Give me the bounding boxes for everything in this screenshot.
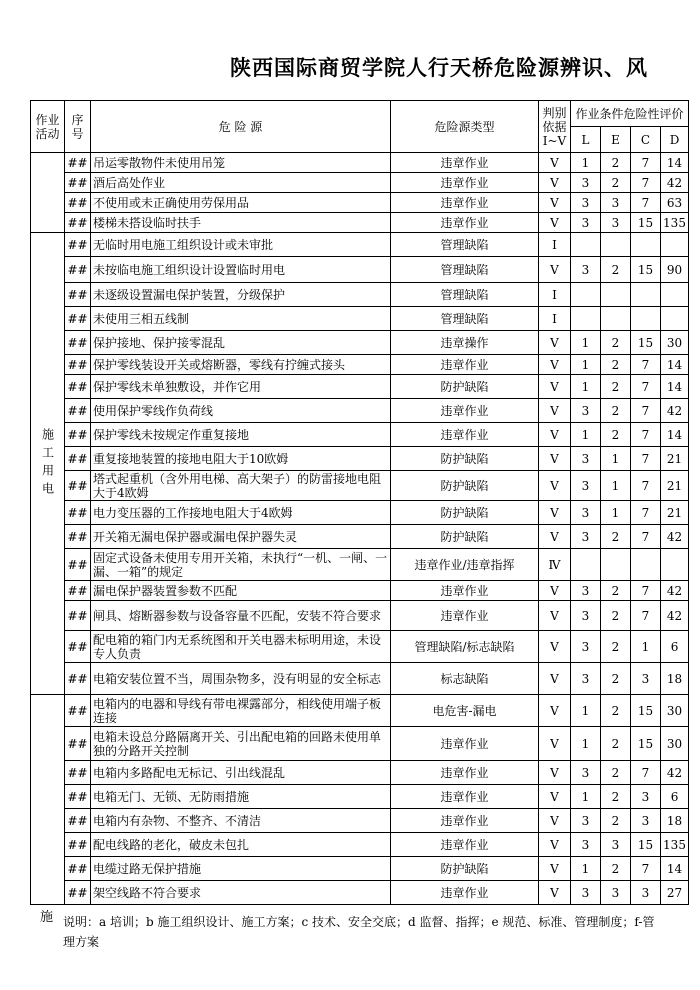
cell-C: 15 [631, 727, 661, 761]
cell-hazard: 未使用三相五线制 [91, 307, 391, 331]
cell-E: 1 [601, 471, 631, 501]
cell-D: 18 [661, 809, 689, 833]
table-row [31, 695, 689, 727]
table-row [31, 213, 689, 233]
cell-D: 14 [661, 153, 689, 173]
cell-hazard: 电箱无门、无锁、无防雨措施 [91, 785, 391, 809]
cell-E: 2 [601, 399, 631, 423]
cell-seq: ## [65, 355, 91, 375]
cell-type: 违章作业 [391, 423, 539, 447]
cell-basis: V [539, 695, 571, 727]
cell-hazard: 电箱未设总分路隔离开关、引出配电箱的回路未使用单独的分路开关控制 [91, 727, 391, 761]
cell-L [571, 283, 601, 307]
cell-C: 7 [631, 173, 661, 193]
cell-hazard: 电箱内的电器和导线有带电裸露部分，相线使用端子板连接 [91, 695, 391, 727]
cell-L: 1 [571, 331, 601, 355]
cell-E: 1 [601, 447, 631, 471]
cell-L: 3 [571, 173, 601, 193]
cell-E: 3 [601, 881, 631, 905]
cell-seq: ## [65, 307, 91, 331]
cell-C: 15 [631, 833, 661, 857]
cell-basis: V [539, 213, 571, 233]
cell-type: 防护缺陷 [391, 857, 539, 881]
cell-D: 42 [661, 525, 689, 549]
cell-type: 标志缺陷 [391, 663, 539, 695]
cell-basis: V [539, 173, 571, 193]
cell-C: 7 [631, 375, 661, 399]
cell-E: 2 [601, 695, 631, 727]
cell-type: 管理缺陷 [391, 257, 539, 283]
cell-hazard: 配电线路的老化，破皮未包扎 [91, 833, 391, 857]
cell-seq: ## [65, 153, 91, 173]
cell-C: 3 [631, 809, 661, 833]
table-row [31, 501, 689, 525]
cell-seq: ## [65, 601, 91, 631]
cell-L: 3 [571, 601, 601, 631]
cell-C: 7 [631, 601, 661, 631]
table-row [31, 525, 689, 549]
cell-hazard: 固定式设备未使用专用开关箱，未执行“一机、一闸、一漏、一箱”的规定 [91, 549, 391, 581]
cell-seq: ## [65, 375, 91, 399]
cell-D: 27 [661, 881, 689, 905]
table-row [31, 761, 689, 785]
table-row [31, 785, 689, 809]
cell-E: 2 [601, 375, 631, 399]
header-C: C [631, 127, 661, 153]
cell-E: 3 [601, 193, 631, 213]
cell-E: 2 [601, 727, 631, 761]
cell-seq: ## [65, 881, 91, 905]
cell-seq: ## [65, 663, 91, 695]
cell-E [601, 233, 631, 257]
cell-type: 管理缺陷 [391, 233, 539, 257]
table-row [31, 423, 689, 447]
activity-label-bottom: 施 [40, 910, 54, 925]
cell-hazard: 重复接地装置的接地电阻大于10欧姆 [91, 447, 391, 471]
cell-C: 3 [631, 881, 661, 905]
table-row [31, 447, 689, 471]
cell-hazard: 电力变压器的工作接地电阻大于4欧姆 [91, 501, 391, 525]
cell-C: 15 [631, 695, 661, 727]
cell-basis: V [539, 423, 571, 447]
cell-type: 违章作业 [391, 809, 539, 833]
cell-type: 违章作业 [391, 601, 539, 631]
header-basis: 判别依据I~V [539, 101, 571, 153]
cell-L: 3 [571, 663, 601, 695]
table-row [31, 283, 689, 307]
cell-D: 14 [661, 355, 689, 375]
cell-type: 违章作业 [391, 581, 539, 601]
cell-L: 1 [571, 423, 601, 447]
cell-E: 2 [601, 525, 631, 549]
activity-cell: 施工用电 [31, 233, 65, 695]
cell-D: 42 [661, 399, 689, 423]
cell-basis: Ⅰ [539, 307, 571, 331]
cell-D: 21 [661, 501, 689, 525]
cell-C: 7 [631, 193, 661, 213]
cell-hazard: 漏电保护器装置参数不匹配 [91, 581, 391, 601]
cell-basis: V [539, 631, 571, 663]
cell-C: 7 [631, 399, 661, 423]
cell-seq: ## [65, 833, 91, 857]
table-row [31, 549, 689, 581]
footnote: 说明：a 培训；b 施工组织设计、施工方案；c 技术、安全交底；d 监督、指挥；e 规范、标准、管理制度；f-管理方案 [63, 912, 663, 952]
header-activity: 作业活动 [31, 101, 65, 153]
cell-seq: ## [65, 501, 91, 525]
table-row [31, 307, 689, 331]
cell-type: 违章作业 [391, 881, 539, 905]
activity-cell [31, 695, 65, 905]
cell-E: 2 [601, 423, 631, 447]
cell-C: 3 [631, 663, 661, 695]
cell-seq: ## [65, 581, 91, 601]
cell-basis: V [539, 785, 571, 809]
table-row [31, 399, 689, 423]
cell-L: 3 [571, 881, 601, 905]
cell-D: 30 [661, 727, 689, 761]
cell-D: 14 [661, 375, 689, 399]
cell-seq: ## [65, 233, 91, 257]
table-row [31, 881, 689, 905]
table-row [31, 355, 689, 375]
cell-C: 7 [631, 423, 661, 447]
cell-E: 1 [601, 501, 631, 525]
cell-hazard: 楼梯未搭设临时扶手 [91, 213, 391, 233]
cell-basis: V [539, 193, 571, 213]
cell-D: 135 [661, 833, 689, 857]
cell-hazard: 吊运零散物件未使用吊笼 [91, 153, 391, 173]
cell-seq: ## [65, 193, 91, 213]
cell-basis: V [539, 525, 571, 549]
table-row [31, 663, 689, 695]
cell-seq: ## [65, 727, 91, 761]
cell-seq: ## [65, 809, 91, 833]
table-row [31, 257, 689, 283]
cell-C [631, 307, 661, 331]
cell-type: 违章作业 [391, 833, 539, 857]
cell-L [571, 307, 601, 331]
cell-L: 1 [571, 153, 601, 173]
table-row [31, 193, 689, 213]
table-row [31, 233, 689, 257]
cell-C: 7 [631, 581, 661, 601]
cell-C: 7 [631, 525, 661, 549]
cell-L: 3 [571, 631, 601, 663]
table-row [31, 857, 689, 881]
cell-seq: ## [65, 525, 91, 549]
cell-L: 3 [571, 257, 601, 283]
cell-E: 2 [601, 631, 631, 663]
cell-type: 管理缺陷 [391, 283, 539, 307]
cell-seq: ## [65, 173, 91, 193]
cell-basis: V [539, 581, 571, 601]
cell-hazard: 保护零线装设开关或熔断器，零线有拧缠式接头 [91, 355, 391, 375]
cell-D: 90 [661, 257, 689, 283]
hazard-table [30, 100, 689, 905]
table-row [31, 173, 689, 193]
cell-L: 3 [571, 761, 601, 785]
cell-type: 违章作业 [391, 727, 539, 761]
cell-C: 15 [631, 213, 661, 233]
cell-E: 3 [601, 213, 631, 233]
cell-basis: Ⅳ [539, 549, 571, 581]
cell-basis: V [539, 809, 571, 833]
cell-basis: Ⅰ [539, 283, 571, 307]
cell-type: 违章作业 [391, 173, 539, 193]
cell-basis: V [539, 833, 571, 857]
header-hazard: 危 险 源 [91, 101, 391, 153]
cell-L: 3 [571, 213, 601, 233]
cell-seq: ## [65, 257, 91, 283]
table-row [31, 833, 689, 857]
cell-C: 7 [631, 355, 661, 375]
cell-type: 防护缺陷 [391, 447, 539, 471]
cell-seq: ## [65, 283, 91, 307]
cell-hazard: 电箱内多路配电无标记、引出线混乱 [91, 761, 391, 785]
cell-D: 42 [661, 581, 689, 601]
table-row [31, 471, 689, 501]
cell-basis: V [539, 153, 571, 173]
table-row [31, 331, 689, 355]
header-E: E [601, 127, 631, 153]
cell-D [661, 233, 689, 257]
cell-basis: V [539, 331, 571, 355]
cell-basis: V [539, 375, 571, 399]
cell-E [601, 283, 631, 307]
cell-type: 管理缺陷/标志缺陷 [391, 631, 539, 663]
cell-D: 21 [661, 447, 689, 471]
cell-hazard: 未逐级设置漏电保护装置，分级保护 [91, 283, 391, 307]
cell-C: 15 [631, 331, 661, 355]
cell-C: 7 [631, 471, 661, 501]
cell-hazard: 架空线路不符合要求 [91, 881, 391, 905]
cell-E: 2 [601, 785, 631, 809]
cell-basis: V [539, 857, 571, 881]
cell-type: 违章作业 [391, 153, 539, 173]
cell-L: 3 [571, 193, 601, 213]
table-row [31, 581, 689, 601]
cell-L [571, 233, 601, 257]
cell-hazard: 未按临电施工组织设计设置临时用电 [91, 257, 391, 283]
cell-L: 3 [571, 833, 601, 857]
cell-E: 2 [601, 761, 631, 785]
cell-D [661, 307, 689, 331]
cell-C: 15 [631, 257, 661, 283]
cell-hazard: 配电箱的箱门内无系统图和开关电器未标明用途，未设专人负责 [91, 631, 391, 663]
header-type: 危险源类型 [391, 101, 539, 153]
cell-L [571, 549, 601, 581]
cell-L: 3 [571, 501, 601, 525]
cell-type: 违章操作 [391, 331, 539, 355]
cell-D [661, 283, 689, 307]
cell-C [631, 283, 661, 307]
cell-D: 63 [661, 193, 689, 213]
cell-C: 1 [631, 631, 661, 663]
table-row [31, 375, 689, 399]
cell-D: 42 [661, 173, 689, 193]
cell-L: 3 [571, 581, 601, 601]
header-seq: 序号 [65, 101, 91, 153]
cell-E: 2 [601, 857, 631, 881]
cell-type: 违章作业 [391, 399, 539, 423]
cell-hazard: 电缆过路无保护措施 [91, 857, 391, 881]
cell-basis: V [539, 355, 571, 375]
cell-D [661, 549, 689, 581]
cell-D: 14 [661, 423, 689, 447]
cell-E: 2 [601, 581, 631, 601]
cell-D: 6 [661, 785, 689, 809]
cell-seq: ## [65, 423, 91, 447]
header-L: L [571, 127, 601, 153]
cell-C [631, 549, 661, 581]
cell-type: 违章作业 [391, 785, 539, 809]
cell-seq: ## [65, 331, 91, 355]
cell-basis: V [539, 501, 571, 525]
cell-type: 违章作业 [391, 193, 539, 213]
cell-hazard: 保护接地、保护接零混乱 [91, 331, 391, 355]
cell-basis: Ⅰ [539, 233, 571, 257]
cell-hazard: 开关箱无漏电保护器或漏电保护器失灵 [91, 525, 391, 549]
cell-basis: V [539, 447, 571, 471]
cell-L: 3 [571, 525, 601, 549]
cell-basis: V [539, 663, 571, 695]
cell-seq: ## [65, 399, 91, 423]
cell-seq: ## [65, 471, 91, 501]
cell-basis: V [539, 471, 571, 501]
cell-type: 防护缺陷 [391, 525, 539, 549]
cell-D: 18 [661, 663, 689, 695]
cell-E [601, 549, 631, 581]
cell-type: 电危害-漏电 [391, 695, 539, 727]
cell-hazard: 电箱安装位置不当，周围杂物多，没有明显的安全标志 [91, 663, 391, 695]
cell-hazard: 保护零线未按规定作重复接地 [91, 423, 391, 447]
cell-E: 2 [601, 601, 631, 631]
cell-E: 2 [601, 173, 631, 193]
cell-L: 1 [571, 785, 601, 809]
cell-basis: V [539, 399, 571, 423]
cell-L: 3 [571, 809, 601, 833]
cell-type: 管理缺陷 [391, 307, 539, 331]
cell-D: 135 [661, 213, 689, 233]
activity-cell [31, 153, 65, 233]
cell-type: 违章作业 [391, 761, 539, 785]
cell-seq: ## [65, 447, 91, 471]
cell-hazard: 闸具、熔断器参数与设备容量不匹配，安装不符合要求 [91, 601, 391, 631]
cell-C [631, 233, 661, 257]
cell-type: 防护缺陷 [391, 471, 539, 501]
cell-basis: V [539, 881, 571, 905]
cell-C: 7 [631, 447, 661, 471]
cell-hazard: 酒后高处作业 [91, 173, 391, 193]
cell-seq: ## [65, 549, 91, 581]
cell-basis: V [539, 727, 571, 761]
cell-basis: V [539, 601, 571, 631]
cell-E: 2 [601, 809, 631, 833]
cell-seq: ## [65, 761, 91, 785]
table-row [31, 809, 689, 833]
header-eval: 作业条件危险性评价 [571, 101, 689, 127]
cell-C: 7 [631, 501, 661, 525]
cell-basis: V [539, 761, 571, 785]
cell-hazard: 塔式起重机（含外用电梯、高大架子）的防雷接地电阻大于4欧姆 [91, 471, 391, 501]
cell-hazard: 保护零线未单独敷设，并作它用 [91, 375, 391, 399]
cell-C: 7 [631, 153, 661, 173]
cell-D: 6 [661, 631, 689, 663]
cell-E: 2 [601, 153, 631, 173]
cell-D: 21 [661, 471, 689, 501]
table-row [31, 153, 689, 173]
cell-C: 3 [631, 785, 661, 809]
cell-seq: ## [65, 631, 91, 663]
cell-C: 7 [631, 857, 661, 881]
cell-type: 违章作业 [391, 213, 539, 233]
cell-hazard: 使用保护零线作负荷线 [91, 399, 391, 423]
cell-L: 1 [571, 727, 601, 761]
table-row [31, 631, 689, 663]
cell-type: 防护缺陷 [391, 501, 539, 525]
cell-E: 2 [601, 663, 631, 695]
cell-E: 2 [601, 257, 631, 283]
cell-L: 1 [571, 857, 601, 881]
cell-seq: ## [65, 695, 91, 727]
cell-seq: ## [65, 785, 91, 809]
cell-type: 违章作业 [391, 355, 539, 375]
cell-D: 30 [661, 331, 689, 355]
cell-E: 2 [601, 355, 631, 375]
cell-E: 2 [601, 331, 631, 355]
cell-L: 1 [571, 375, 601, 399]
cell-L: 3 [571, 471, 601, 501]
cell-D: 42 [661, 601, 689, 631]
cell-seq: ## [65, 213, 91, 233]
cell-E: 3 [601, 833, 631, 857]
cell-type: 防护缺陷 [391, 375, 539, 399]
cell-D: 42 [661, 761, 689, 785]
page-title: 陕西国际商贸学院人行天桥危险源辨识、风 [230, 56, 648, 80]
cell-basis: V [539, 257, 571, 283]
header-D: D [661, 127, 689, 153]
cell-E [601, 307, 631, 331]
table-row [31, 601, 689, 631]
cell-hazard: 不使用或未正确使用劳保用品 [91, 193, 391, 213]
cell-hazard: 无临时用电施工组织设计或未审批 [91, 233, 391, 257]
cell-type: 违章作业/违章指挥 [391, 549, 539, 581]
cell-L: 3 [571, 447, 601, 471]
cell-L: 1 [571, 695, 601, 727]
cell-L: 3 [571, 399, 601, 423]
table-row [31, 727, 689, 761]
cell-seq: ## [65, 857, 91, 881]
cell-D: 30 [661, 695, 689, 727]
cell-D: 14 [661, 857, 689, 881]
cell-C: 7 [631, 761, 661, 785]
cell-hazard: 电箱内有杂物、不整齐、不清洁 [91, 809, 391, 833]
cell-L: 1 [571, 355, 601, 375]
